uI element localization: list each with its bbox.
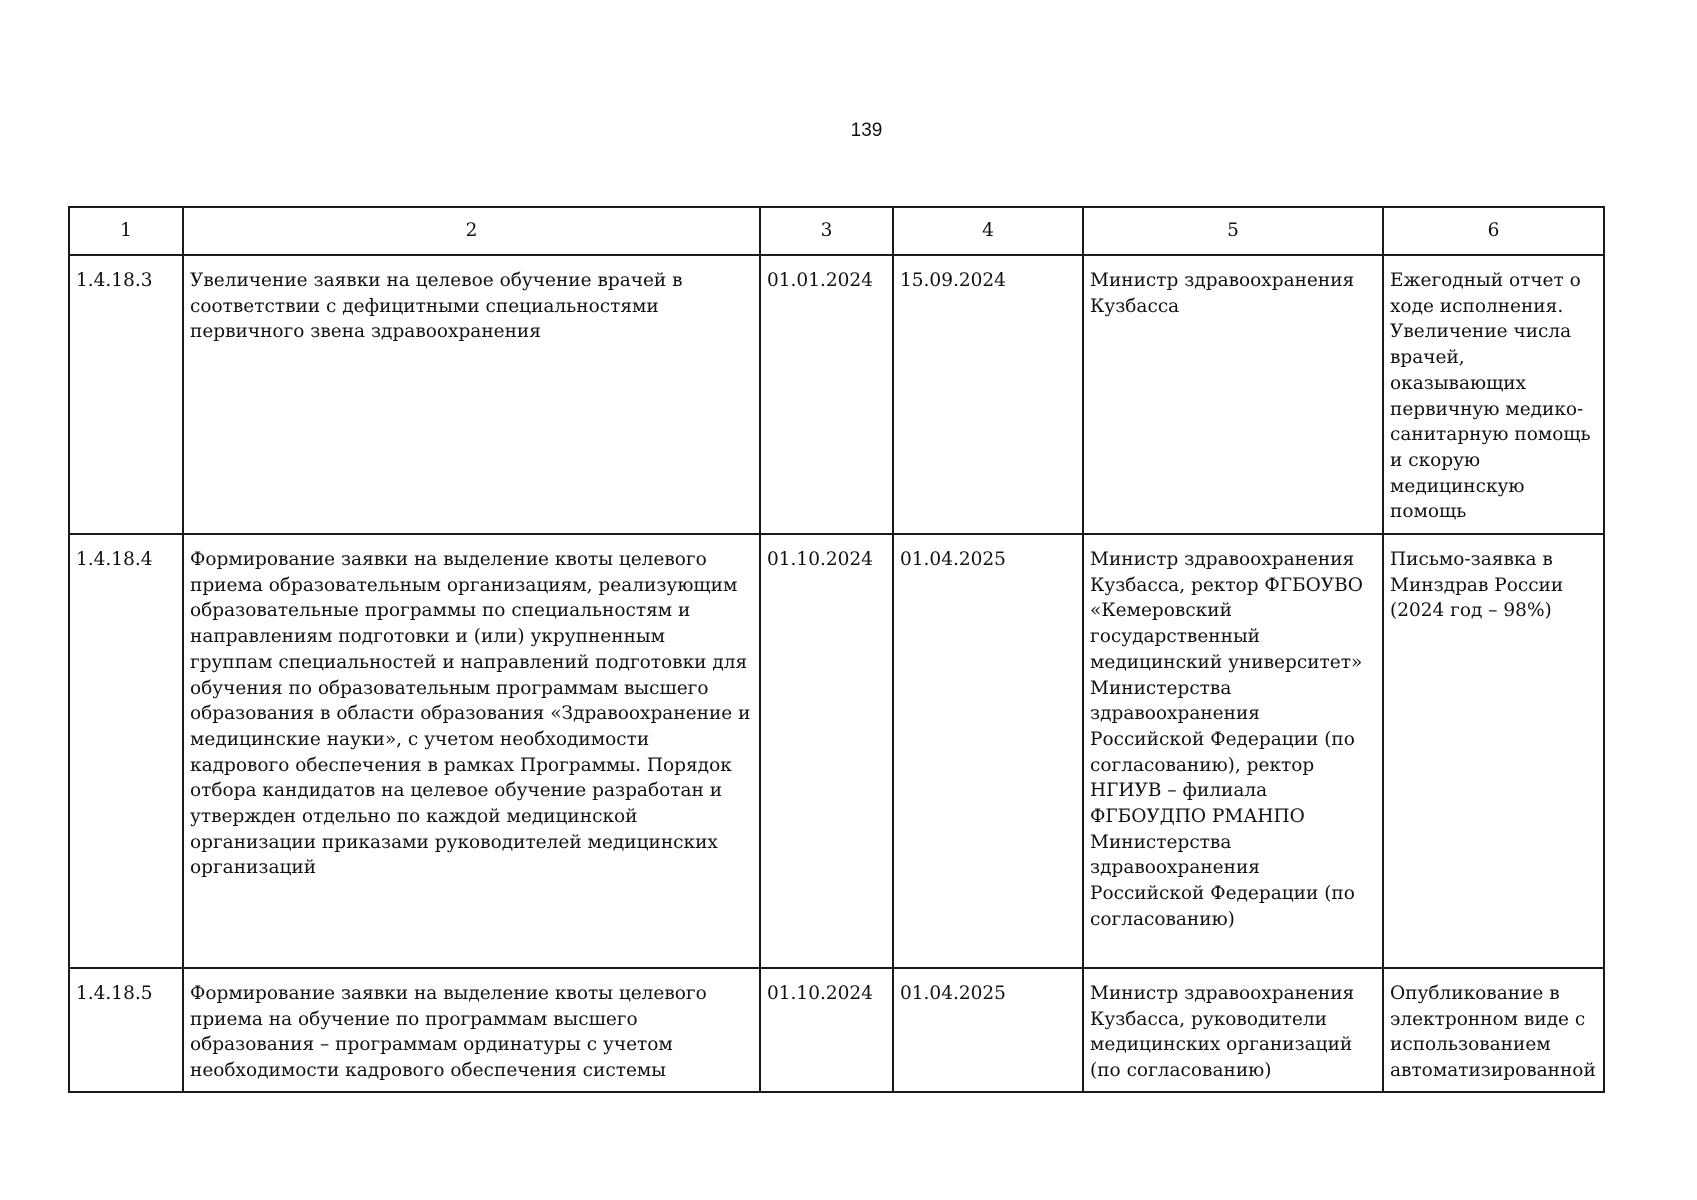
table-row: [69, 968, 1604, 1092]
page-number: 139: [850, 120, 883, 141]
row-description: Формирование заявки на выделение квоты целевого приема на обучение по программам высшего образования – программам ординатуры с учетом необходимости кадрового обеспечения системы: [183, 968, 760, 1092]
row-start-date: 01.10.2024: [760, 968, 893, 1092]
table-row: [69, 255, 1604, 534]
column-header-5: 5: [1083, 207, 1383, 255]
row-start-date: 01.10.2024: [760, 534, 893, 968]
column-header-2: 2: [183, 207, 760, 255]
row-responsible: Министр здравоохранения Кузбасса, ректор ФГБОУВО «Кемеровский государственный медицинский университет» Министерства здравоохранения Российской Федерации (по согласованию), ректор НГИУВ – филиала ФГБОУДПО РМАНПО Министерства здравоохранения Российской Федерации (по согласованию): [1083, 534, 1383, 968]
row-description: Увеличение заявки на целевое обучение врачей в соответствии с дефицитными специальностями первичного звена здравоохранения: [183, 255, 760, 534]
row-number: 1.4.18.4: [69, 534, 183, 968]
row-result: Опубликование в электронном виде с использованием автоматизированной: [1383, 968, 1604, 1092]
measures-table: [68, 206, 1605, 1093]
column-header-3: 3: [760, 207, 893, 255]
table-row: [69, 534, 1604, 968]
table-header-row: [69, 207, 1604, 255]
row-description: Формирование заявки на выделение квоты целевого приема образовательным организациям, реализующим образовательные программы по специальностям и направлениям подготовки и (или) укрупненным группам специальностей и направлений подготовки для обучения по образовательным программам высшего образования в области образования «Здравоохранение и медицинские науки», с учетом необходимости кадрового обеспечения в рамках Программы. Порядок отбора кандидатов на целевое обучение разработан и утвержден отдельно по каждой медицинской организации приказами руководителей медицинских организаций: [183, 534, 760, 968]
row-end-date: 01.04.2025: [893, 534, 1083, 968]
row-responsible: Министр здравоохранения Кузбасса: [1083, 255, 1383, 534]
row-end-date: 15.09.2024: [893, 255, 1083, 534]
row-number: 1.4.18.5: [69, 968, 183, 1092]
row-number: 1.4.18.3: [69, 255, 183, 534]
row-end-date: 01.04.2025: [893, 968, 1083, 1092]
column-header-4: 4: [893, 207, 1083, 255]
row-responsible: Министр здравоохранения Кузбасса, руководители медицинских организаций (по согласованию): [1083, 968, 1383, 1092]
row-start-date: 01.01.2024: [760, 255, 893, 534]
column-header-1: 1: [69, 207, 183, 255]
row-result: Ежегодный отчет о ходе исполнения. Увеличение числа врачей, оказывающих первичную медико-санитарную помощь и скорую медицинскую помощь: [1383, 255, 1604, 534]
row-result: Письмо-заявка в Минздрав России (2024 год – 98%): [1383, 534, 1604, 968]
column-header-6: 6: [1383, 207, 1604, 255]
